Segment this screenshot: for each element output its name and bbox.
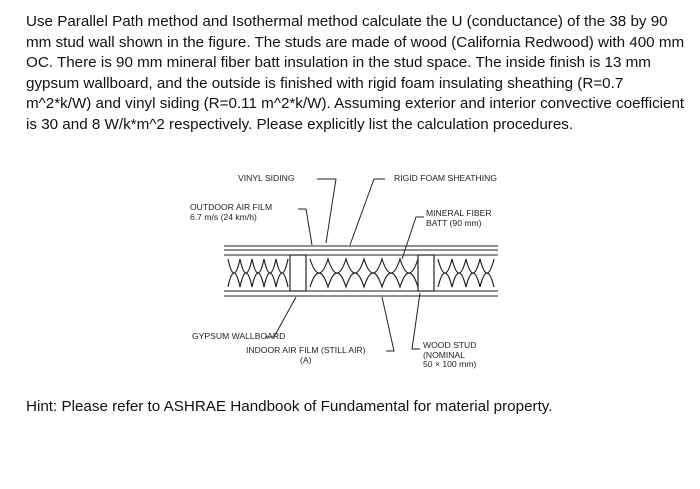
- leader-mineral-fiber: [402, 217, 424, 259]
- wood-stud-2: [418, 255, 434, 291]
- question-text: Use Parallel Path method and Isothermal method calculate the U (conductance) of the 38 by 90 mm stud wall shown in the figure. The studs are made of wood (California Redwood) with 400 mm OC. There is 90 mm mineral fiber batt insulation in the stud space. The inside finish is 13 mm gypsum wallboard, and the outside is finished with rigid foam insulating sheathing (R=0.7 m^2*k/W) and vinyl siding (R=0.11 m^2*k/W). Assuming exterior and interior convective coefficient is 30 and 8 W/k*m^2 respectively. Please explicitly list the calculation procedures.: [26, 13, 685, 133]
- label-mineral-fiber: [426, 209, 492, 228]
- label-indoor-air: [246, 346, 366, 365]
- hint-text: Hint: Please refer to ASHRAE Handbook of Fundamental for material property.: [26, 398, 553, 415]
- label-wood-stud-line2: (NOMINAL: [423, 349, 466, 360]
- label-wood-stud-line3: 50 × 100 mm): [423, 359, 477, 369]
- label-outdoor-air-line1: OUTDOOR AIR FILM: [190, 202, 273, 212]
- label-vinyl-siding: VINYL SIDING: [238, 173, 295, 183]
- label-indoor-air-line2: (A): [300, 354, 312, 365]
- label-rigid-foam: RIGID FOAM SHEATHING: [394, 173, 497, 183]
- batt-insulation-middle: [310, 259, 418, 287]
- label-mineral-fiber-line2: BATT (90 mm): [426, 217, 482, 228]
- label-wood-stud: [423, 341, 476, 370]
- leader-outdoor-air: [298, 209, 312, 245]
- leader-wood-stud: [412, 293, 420, 349]
- batt-insulation-right: [438, 259, 494, 287]
- leader-rigid-foam: [350, 179, 385, 245]
- wall-section-figure: [180, 163, 540, 385]
- label-wood-stud-line1: WOOD STUD: [423, 340, 477, 350]
- label-outdoor-air: [190, 203, 272, 222]
- label-gypsum: GYPSUM WALLBOARD: [192, 331, 286, 341]
- leader-vinyl-siding: [317, 179, 336, 243]
- wood-stud-1: [290, 255, 306, 291]
- label-outdoor-air-line2: 6.7 m/s (24 km/h): [190, 211, 257, 222]
- leader-indoor-air: [382, 297, 394, 351]
- label-indoor-air-line1: INDOOR AIR FILM (STILL AIR): [246, 345, 366, 355]
- label-mineral-fiber-line1: MINERAL FIBER: [426, 208, 492, 218]
- batt-insulation-left: [228, 259, 288, 287]
